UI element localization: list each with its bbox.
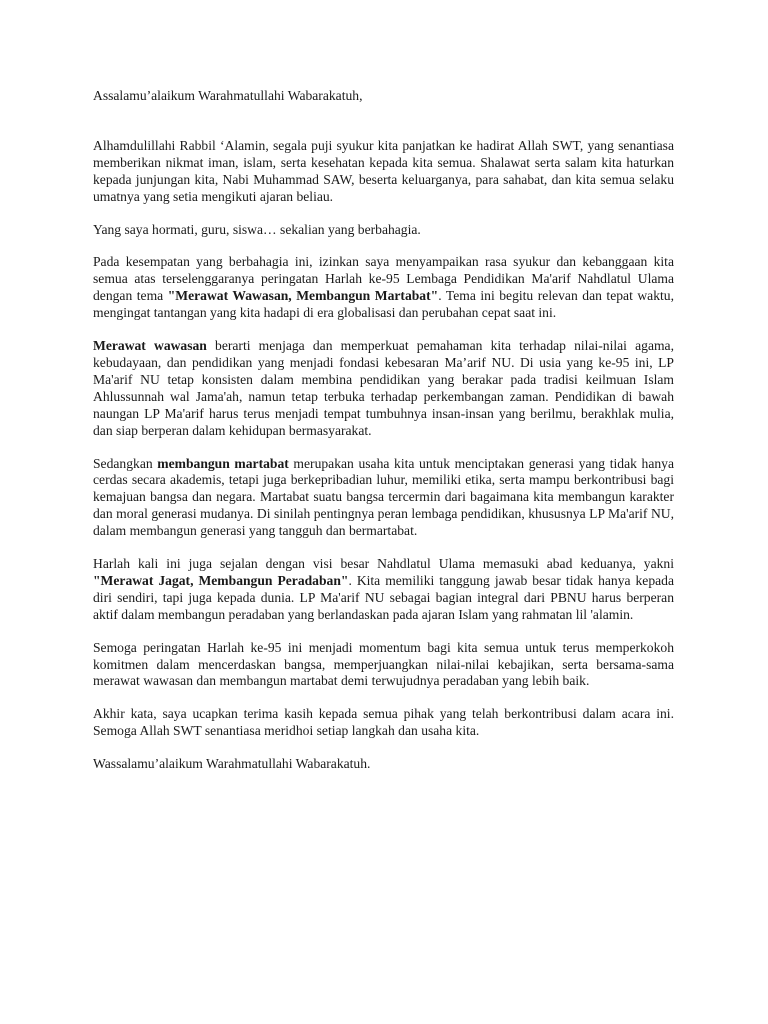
paragraph-theme-text: Pada kesempatan yang berbahagia ini, izinkan saya menyampaikan rasa syukur dan kebanggaan kita semua atas terselenggaranya peringatan Harlah ke-95 Lembaga Pendidikan Ma'arif Nahdlatul Ulama dengan tema (93, 254, 674, 304)
theme-title: "Merawat Wawasan, Membangun Martabat" (167, 288, 439, 304)
paragraph-visi-nu-text: . Kita memiliki tanggung jawab besar tidak hanya kepada diri sendiri, tapi juga kepada dunia. LP Ma'arif NU sebagai bagian integral dari PBNU harus berperan aktif dalam membangun peradaban yang berlandaskan pada ajaran Islam yang rahmatan lil 'alamin. (93, 572, 674, 622)
paragraph-visi-nu-lead: Harlah kali ini juga sejalan dengan visi besar Nahdlatul Ulama memasuki abad keduanya, yakni (93, 556, 674, 572)
nu-vision-title: "Merawat Jagat, Membangun Peradaban" (93, 572, 349, 588)
paragraph-merawat-wawasan-text: berarti menjaga dan memperkuat pemahaman kita terhadap nilai-nilai agama, kebudayaan, dan pendidikan yang menjadi fondasi kebesaran Ma’arif NU. Di usia yang ke-95 ini, LP Ma'arif NU tetap konsisten dalam membina pendidikan yang berakar pada tradisi keilmuan Islam Ahlussunnah wal Jama'ah, namun tetap terbuka terhadap perkembangan zaman. Pendidikan di bawah naungan LP Ma'arif harus terus menjadi tempat tumbuhnya insan-insan yang berilmu, berakhlak mulia, dan siap berperan dalam kehidupan bermasyarakat. (93, 338, 674, 438)
paragraph-theme-text-end: . Tema ini begitu relevan dan tepat waktu, mengingat tantangan yang kita hadapi di era globalisasi dan perubahan cepat saat ini. (93, 288, 674, 321)
paragraph-penutup: Akhir kata, saya ucapkan terima kasih kepada semua pihak yang telah berkontribusi dalam acara ini. Semoga Allah SWT senantiasa meridhoi setiap langkah dan usaha kita. (93, 706, 674, 739)
closing-greeting: Wassalamu’alaikum Warahmatullahi Wabarakatuh. (93, 756, 371, 772)
paragraph-membangun-martabat-lead: Sedangkan (93, 455, 158, 471)
document-body (93, 88, 674, 773)
paragraph-salutation: Yang saya hormati, guru, siswa… sekalian yang berbahagia. (93, 221, 421, 237)
term-membangun-martabat: membangun martabat (157, 455, 289, 471)
paragraph-visi-nu (93, 556, 674, 624)
paragraph-opening: Alhamdulillahi Rabbil ‘Alamin, segala puji syukur kita panjatkan ke hadirat Allah SWT, yang senantiasa memberikan nikmat iman, islam, serta kesehatan kepada kita semua. Shalawat serta salam kita haturkan kepada junjungan kita, Nabi Muhammad SAW, beserta keluarganya, para sahabat, dan kita semua selaku umatnya yang setia mengikuti ajaran beliau. (93, 137, 674, 204)
paragraph-membangun-martabat-text: merupakan usaha kita untuk menciptakan generasi yang tidak hanya cerdas secara akademis, tetapi juga berkepribadian luhur, memiliki etika, serta mampu berkontribusi bagi kemajuan bangsa dan negara. Martabat suatu bangsa tercermin dari bagaimana kita membangun karakter dan moral generasi mudanya. Di sinilah pentingnya peran lembaga pendidikan, khususnya LP Ma'arif NU, dalam membangun generasi yang tangguh dan bermartabat. (93, 455, 674, 539)
paragraph-harapan: Semoga peringatan Harlah ke-95 ini menjadi momentum bagi kita semua untuk terus memperkokoh komitmen dalam mencerdaskan bangsa, memperjuangkan nilai-nilai kebajikan, serta bersama-sama merawat wawasan dan membangun martabat demi terwujudnya peradaban yang lebih baik. (93, 639, 674, 689)
paragraph-membangun-martabat (93, 456, 674, 541)
term-merawat-wawasan: Merawat wawasan (93, 338, 207, 354)
paragraph-merawat-wawasan (93, 338, 674, 439)
paragraph-theme (93, 254, 674, 322)
greeting: Assalamu’alaikum Warahmatullahi Wabarakatuh, (93, 88, 363, 103)
